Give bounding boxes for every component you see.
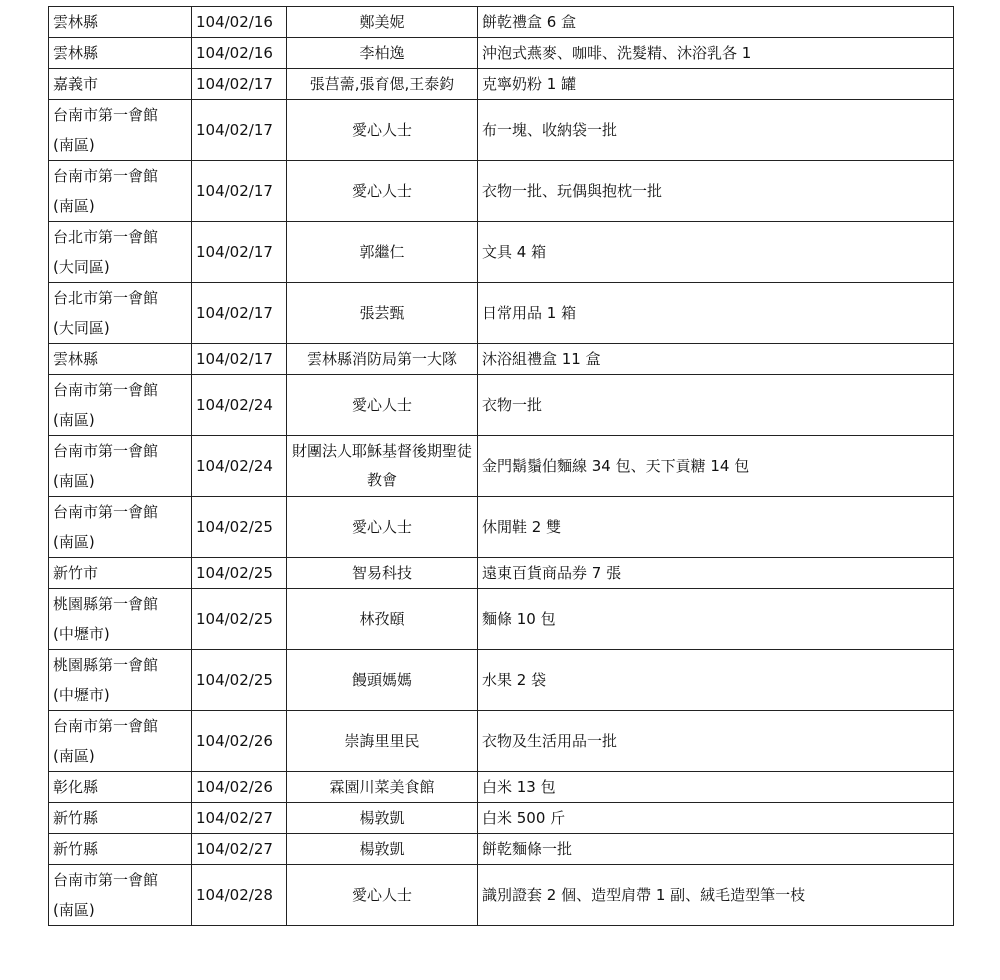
region-name: 台北市第一會館 (53, 228, 159, 246)
date-cell: 104/02/27 (192, 803, 287, 834)
region-name: 雲林縣 (53, 350, 99, 368)
table-row (49, 650, 954, 711)
region-name: 桃園縣第一會館 (53, 656, 159, 674)
items-cell: 衣物一批 (478, 375, 954, 436)
region-name: 台南市第一會館 (53, 381, 159, 399)
items-cell: 衣物一批、玩偶與抱枕一批 (478, 161, 954, 222)
items-cell: 餅乾禮盒 6 盒 (478, 7, 954, 38)
table-row (49, 803, 954, 834)
date-cell: 104/02/28 (192, 865, 287, 926)
items-cell: 衣物及生活用品一批 (478, 711, 954, 772)
region-cell (49, 834, 192, 865)
region-name: 台北市第一會館 (53, 289, 159, 307)
region-district: (中壢市) (53, 686, 110, 704)
donation-table-body (49, 7, 954, 926)
donor-cell: 林孜頤 (287, 589, 478, 650)
region-cell (49, 711, 192, 772)
items-cell: 遠東百貨商品券 7 張 (478, 558, 954, 589)
region-name: 雲林縣 (53, 13, 99, 31)
donor-cell: 郭繼仁 (287, 222, 478, 283)
donor-cell: 楊敦凱 (287, 803, 478, 834)
donor-cell: 愛心人士 (287, 375, 478, 436)
region-district: (南區) (53, 901, 95, 919)
items-cell: 沐浴組禮盒 11 盒 (478, 344, 954, 375)
donor-cell: 霖園川菜美食館 (287, 772, 478, 803)
date-cell: 104/02/17 (192, 100, 287, 161)
region-district: (大同區) (53, 319, 110, 337)
table-row (49, 344, 954, 375)
items-cell: 麵條 10 包 (478, 589, 954, 650)
donor-cell: 財團法人耶穌基督後期聖徒教會 (287, 436, 478, 497)
donor-cell: 雲林縣消防局第一大隊 (287, 344, 478, 375)
donor-cell: 張芸甄 (287, 283, 478, 344)
region-cell (49, 283, 192, 344)
items-cell: 白米 13 包 (478, 772, 954, 803)
date-cell: 104/02/25 (192, 650, 287, 711)
date-cell: 104/02/24 (192, 375, 287, 436)
region-district: (南區) (53, 747, 95, 765)
donation-table (48, 6, 954, 926)
region-name: 台南市第一會館 (53, 106, 159, 124)
region-name: 台南市第一會館 (53, 167, 159, 185)
items-cell: 白米 500 斤 (478, 803, 954, 834)
table-row (49, 69, 954, 100)
items-cell: 餅乾麵條一批 (478, 834, 954, 865)
date-cell: 104/02/26 (192, 711, 287, 772)
date-cell: 104/02/27 (192, 834, 287, 865)
table-row (49, 375, 954, 436)
donor-cell: 愛心人士 (287, 100, 478, 161)
region-name: 台南市第一會館 (53, 871, 159, 889)
region-district: (中壢市) (53, 625, 110, 643)
date-cell: 104/02/17 (192, 69, 287, 100)
date-cell: 104/02/25 (192, 497, 287, 558)
region-cell (49, 7, 192, 38)
region-name: 桃園縣第一會館 (53, 595, 159, 613)
region-district: (南區) (53, 411, 95, 429)
region-cell (49, 772, 192, 803)
table-row (49, 283, 954, 344)
donor-cell: 愛心人士 (287, 161, 478, 222)
items-cell: 金門鬍鬚伯麵線 34 包、天下貢糖 14 包 (478, 436, 954, 497)
date-cell: 104/02/26 (192, 772, 287, 803)
region-name: 嘉義市 (53, 75, 99, 93)
table-row (49, 38, 954, 69)
region-cell (49, 436, 192, 497)
donor-cell: 崇誨里里民 (287, 711, 478, 772)
date-cell: 104/02/25 (192, 589, 287, 650)
region-cell (49, 100, 192, 161)
date-cell: 104/02/16 (192, 38, 287, 69)
region-name: 台南市第一會館 (53, 717, 159, 735)
donor-cell: 愛心人士 (287, 865, 478, 926)
table-row (49, 497, 954, 558)
table-row (49, 834, 954, 865)
table-row (49, 100, 954, 161)
donor-cell: 愛心人士 (287, 497, 478, 558)
table-row (49, 772, 954, 803)
donor-cell: 智易科技 (287, 558, 478, 589)
table-row (49, 865, 954, 926)
region-name: 新竹縣 (53, 809, 99, 827)
items-cell: 休閒鞋 2 雙 (478, 497, 954, 558)
date-cell: 104/02/24 (192, 436, 287, 497)
table-row (49, 558, 954, 589)
date-cell: 104/02/17 (192, 344, 287, 375)
region-name: 雲林縣 (53, 44, 99, 62)
region-cell (49, 222, 192, 283)
date-cell: 104/02/17 (192, 222, 287, 283)
date-cell: 104/02/16 (192, 7, 287, 38)
region-district: (南區) (53, 472, 95, 490)
items-cell: 文具 4 箱 (478, 222, 954, 283)
region-cell (49, 69, 192, 100)
date-cell: 104/02/17 (192, 283, 287, 344)
region-cell (49, 558, 192, 589)
items-cell: 沖泡式燕麥、咖啡、洗髮精、沐浴乳各 1 (478, 38, 954, 69)
region-name: 彰化縣 (53, 778, 99, 796)
region-district: (南區) (53, 197, 95, 215)
region-cell (49, 344, 192, 375)
donor-cell: 饅頭媽媽 (287, 650, 478, 711)
region-cell (49, 38, 192, 69)
table-row (49, 711, 954, 772)
table-row (49, 589, 954, 650)
donor-cell: 楊敦凱 (287, 834, 478, 865)
date-cell: 104/02/17 (192, 161, 287, 222)
table-row (49, 222, 954, 283)
region-cell (49, 803, 192, 834)
items-cell: 日常用品 1 箱 (478, 283, 954, 344)
region-name: 台南市第一會館 (53, 442, 159, 460)
region-cell (49, 589, 192, 650)
region-name: 新竹縣 (53, 840, 99, 858)
region-district: (南區) (53, 136, 95, 154)
region-district: (大同區) (53, 258, 110, 276)
table-row (49, 7, 954, 38)
region-name: 新竹市 (53, 564, 99, 582)
donor-cell: 張莒薷,張育偲,王泰鈞 (287, 69, 478, 100)
region-cell (49, 375, 192, 436)
region-cell (49, 650, 192, 711)
region-cell (49, 865, 192, 926)
date-cell: 104/02/25 (192, 558, 287, 589)
region-cell (49, 497, 192, 558)
items-cell: 克寧奶粉 1 罐 (478, 69, 954, 100)
region-name: 台南市第一會館 (53, 503, 159, 521)
donor-cell: 李柏逸 (287, 38, 478, 69)
donor-cell: 鄭美妮 (287, 7, 478, 38)
region-district: (南區) (53, 533, 95, 551)
table-row (49, 161, 954, 222)
table-row (49, 436, 954, 497)
items-cell: 水果 2 袋 (478, 650, 954, 711)
items-cell: 識別證套 2 個、造型肩帶 1 副、絨毛造型筆一枝 (478, 865, 954, 926)
region-cell (49, 161, 192, 222)
items-cell: 布一塊、收納袋一批 (478, 100, 954, 161)
